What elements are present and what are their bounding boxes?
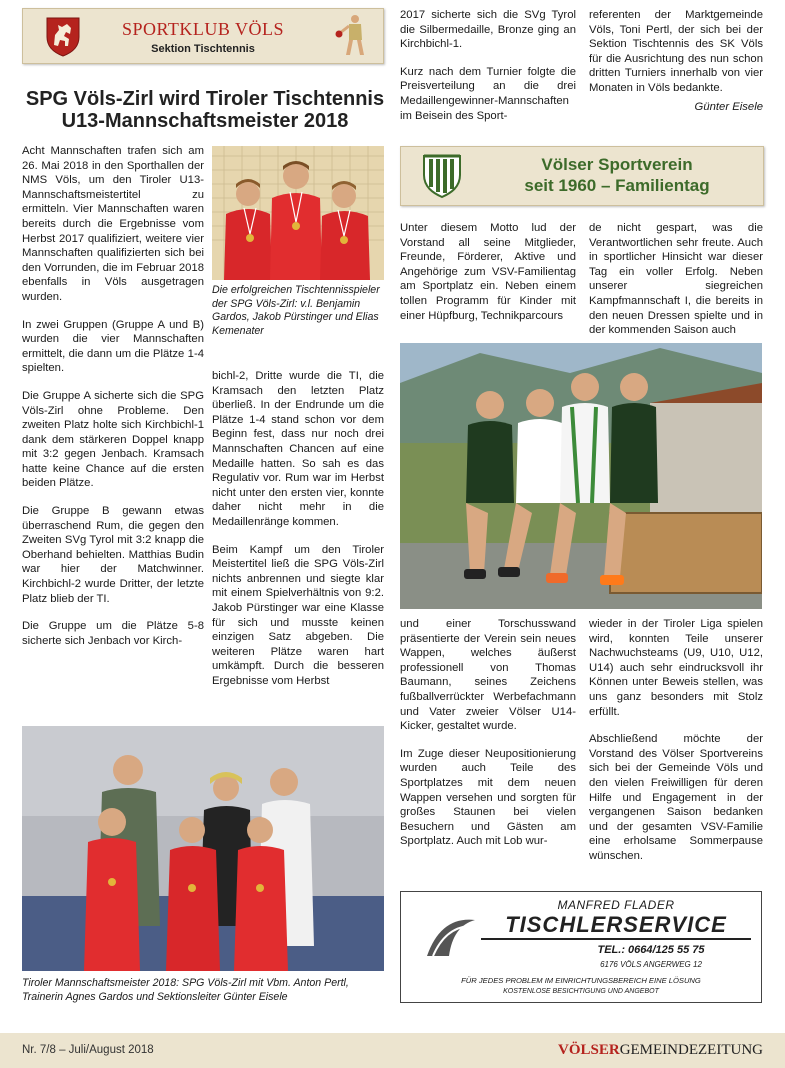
sportverein-banner bbox=[400, 146, 764, 206]
photo-youth-players bbox=[400, 343, 762, 609]
sportverein-title-line-2: seit 1960 – Familientag bbox=[524, 176, 710, 195]
sportklub-title: SPORTKLUB VÖLS bbox=[121, 19, 285, 39]
sportverein-title-line-1: Völser Sportverein bbox=[541, 155, 693, 174]
article1-paragraph: Acht Mannschaften trafen sich am 26. Mai 2018 in den Sporthallen der NMS Völs, um den Tiroler U13-Mannschaftsmeistertitel zu ermitteln. Vier Mannschaften waren bereits durch die Ergebnisse vom Herbst 2017 qualifiziert, weitere vier Mannschaften qualifizierten sich bei den Vorrunden, die im Februar 2018 ebenfalls in Völs ausgetragen wurden. bbox=[22, 145, 204, 303]
photo-three-players bbox=[212, 146, 384, 280]
article2-paragraph: wieder in der Tiroler Liga spielen wird, konnten Teile unserer Nachwuchsteams (U9, U10, U12, U14) auch sehr eindrucksvoll ihr Können unter Beweis stellen, was uns ganz besonders mit Stolz erfüllt. bbox=[589, 618, 763, 718]
horse-crest-icon bbox=[43, 15, 83, 57]
table-tennis-player-icon bbox=[335, 13, 371, 59]
article2-top-left bbox=[400, 221, 576, 323]
photo-team-with-officials bbox=[22, 726, 384, 971]
article2-bottom-right bbox=[589, 617, 763, 864]
article1-column-4 bbox=[589, 8, 763, 114]
article2-top-right bbox=[589, 221, 763, 338]
page-footer bbox=[0, 1033, 785, 1068]
article2-paragraph: und einer Torschusswand präsentierte der Verein sein neues Wappen, welches äußerst professionell von Thomas Baumann, seines Zeichens fußballverrückter Werbefachmann und Vater zweier Völser U14-Kicker, gestaltet wurde. bbox=[400, 618, 576, 733]
ad-phone: TEL.: 0664/125 55 75 bbox=[597, 944, 705, 956]
footer-brand-red: VÖLSER bbox=[558, 1042, 620, 1058]
article2-paragraph: Abschließend möchte der Vorstand des Völser Sportvereins sich bei der Gemeinde Völs und den vielen Freiwilligen für deren Hilfe und Engagement in der vergangenen Saison bedanken und der gesamten VSV-Familie eine erholsame Sommerpause wünschen. bbox=[589, 733, 763, 862]
article1-author: Günter Eisele bbox=[694, 100, 763, 113]
article1-paragraph: 2017 sicherte sich die SVg Tyrol die Silbermedaille, Bronze ging an Kirchbichl-1. bbox=[400, 9, 576, 51]
article1-column-3 bbox=[400, 8, 576, 123]
article1-paragraph: Beim Kampf um den Tiroler Meistertitel ließ die SPG Völs-Zirl nichts anbrennen und siegte klar mit einem Spielverhältnis von 9:2. Jakob Pürstinger war eine Klasse für sich und musste keinen einzigen Satz abgeben. Die weiteren Plätze waren hart umkämpft. Durch die besseren Ergebnisse vom Herbst bbox=[212, 543, 384, 687]
sportklub-banner bbox=[22, 8, 384, 64]
article2-paragraph: Im Zuge dieser Neupositionierung wurden auch Teile des Sportplatzes mit dem neuen Wappen versehen und sorgten für großes Staunen bei vielen Besuchern und Gästen am Sportplatz. Auch mit Lob wur- bbox=[400, 747, 576, 848]
article1-paragraph: bichl-2, Dritte wurde die TI, die Kramsach den letzten Platz überließ. In der Endrunde um die Plätze 1-4 stand schon vor dem Beginn fest, dass nur noch drei Mannschaften Chancen auf eine Medaille hatten. So sah es das Regulativ vor. Rum war im Herbst nicht unter den ersten vier, konnte daher nicht mehr in die Medaillenränge kommen. bbox=[212, 370, 384, 528]
bottom-photo-caption: Tiroler Mannschaftsmeister 2018: SPG Völs-Zirl mit Vbm. Anton Pertl, Trainerin Agnes Gardos und Sektionsleiter Günter Eisele bbox=[22, 977, 349, 1003]
ad-slogan: FÜR JEDES PROBLEM IM EINRICHTUNGSBEREICH EINE LÖSUNG bbox=[461, 976, 701, 985]
ad-note: KOSTENLOSE BESICHTIGUNG UND ANGEBOT bbox=[503, 988, 659, 995]
wave-logo-icon bbox=[423, 912, 479, 962]
article1-column-1 bbox=[22, 144, 204, 648]
article1-paragraph: Kurz nach dem Turnier folgte die Preisverteilung an die drei Medaillengewinner-Mannschaften im Beisein des Sport- bbox=[400, 65, 576, 122]
footer-brand bbox=[558, 1041, 763, 1059]
footer-issue: Nr. 7/8 – Juli/August 2018 bbox=[22, 1044, 154, 1056]
advertisement-tischlerservice bbox=[400, 891, 762, 1003]
article1-column-2 bbox=[212, 369, 384, 688]
article1-paragraph: Die Gruppe A sicherte sich die SPG Völs-Zirl ohne Probleme. Den zweiten Platz holte sich Kirchbichl-1 dank dem stärkeren Doppel knapp mit 3:2 gegen Jenbach. Kramsach hatte keine Chance auf die ersten beiden Plätze. bbox=[22, 389, 204, 490]
article2-paragraph: de nicht gespart, was die Verantwortlichen sehr freute. Auch in sportlicher Hinsicht war dieser Tag ein voller Erfolg. Neben unserer siegreichen Kampfmannschaft I, die bereits in den neuen Dressen spielte und in der kommenden Saison auch bbox=[589, 222, 763, 337]
sportverein-crest-icon bbox=[421, 153, 463, 199]
sportklub-subtitle: Sektion Tischtennis bbox=[151, 43, 255, 55]
photo-caption: Die erfolgreichen Tischtennisspieler der SPG Völs-Zirl: v.l. Benjamin Gardos, Jakob Pürstinger und Elias Kemenater bbox=[212, 284, 380, 337]
ad-brand: TISCHLERSERVICE bbox=[481, 912, 751, 940]
ad-owner-name: MANFRED FLADER bbox=[557, 898, 675, 912]
article2-paragraph: Unter diesem Motto lud der Vorstand all seine Mitglieder, Freunde, Förderer, Aktive und Angehörige zum VSV-Familientag am Sportplatz ein. Neben einem tollen Programm für Kinder mit einer Hüpfburg, Technikparcours bbox=[400, 222, 576, 322]
article1-paragraph: Die Gruppe B gewann etwas überraschend Rum, die gegen den Zweiten SVg Tyrol mit 3:2 knapp die Oberhand behielten. Matthias Budin war hier der Matchwinner. Kirchbichl-2 wurde Dritter, der letzte Platz blieb der TI. bbox=[22, 505, 204, 605]
article1-paragraph: In zwei Gruppen (Gruppe A und B) wurden die vier Mannschaften ermittelt, die dann um die Plätze 1-4 spielten. bbox=[22, 318, 204, 375]
article2-bottom-left bbox=[400, 617, 576, 849]
headline-line-1: SPG Völs-Zirl wird Tiroler Tischtennis bbox=[25, 88, 385, 110]
article1-paragraph: referenten der Marktgemeinde Völs, Toni Pertl, der sich bei der Sektion Tischtennis des SK Völs für die Ausrichtung des nun schon dritten Turniers innerhalb von vier Monaten in Völs bedankte. bbox=[589, 9, 763, 94]
ad-address: 6176 VÖLS ANGERWEG 12 bbox=[600, 960, 702, 969]
article1-paragraph: Die Gruppe um die Plätze 5-8 sicherte sich Jenbach vor Kirch- bbox=[22, 620, 204, 647]
headline bbox=[20, 88, 390, 132]
footer-brand-dark: GEMEINDEZEITUNG bbox=[619, 1042, 763, 1058]
headline-line-2: U13-Mannschaftsmeister 2018 bbox=[61, 110, 349, 132]
